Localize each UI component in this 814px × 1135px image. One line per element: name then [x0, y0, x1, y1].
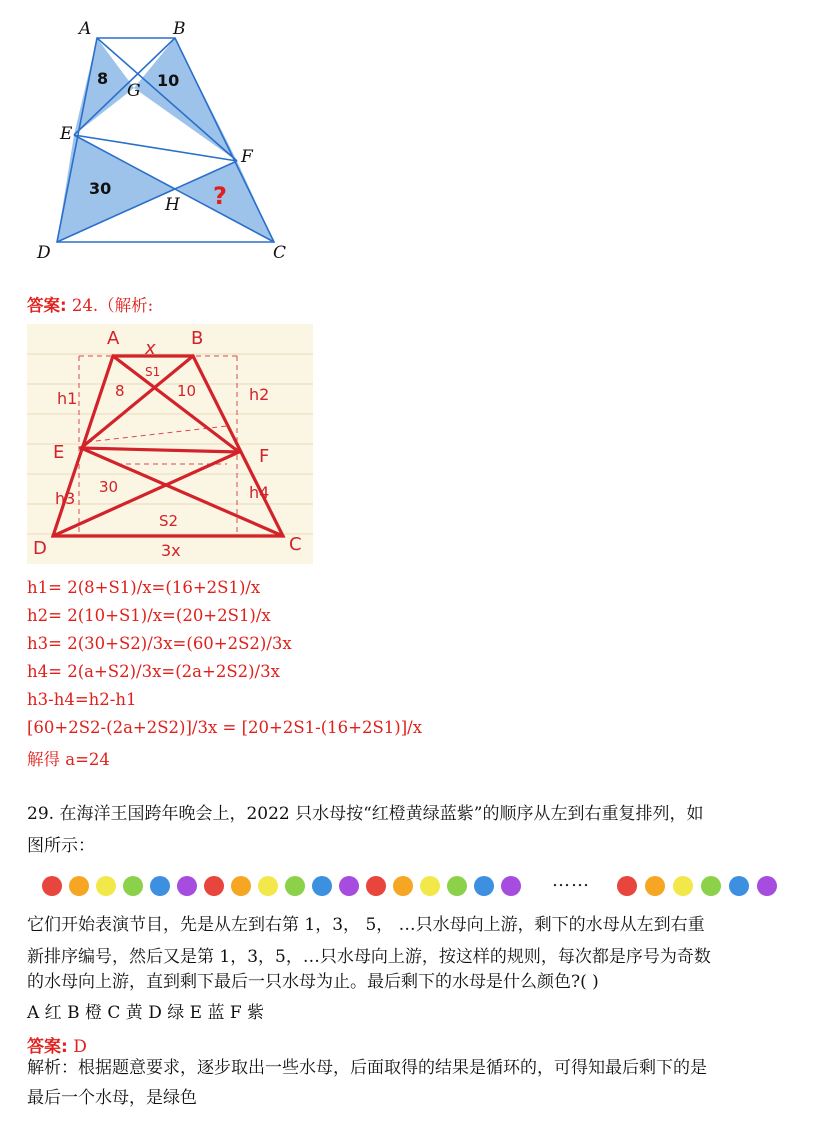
sketch-label-h3: h3 — [55, 489, 76, 508]
solution-line: h3= 2(30+S2)/3x=(60+2S2)/3x — [27, 634, 292, 653]
jellyfish-dot — [729, 876, 749, 896]
question-29-line-1: 29. 在海洋王国跨年晚会上，2022 只水母按“红橙黄绿蓝紫”的顺序从左到右重复排列，如 — [27, 804, 704, 824]
jellyfish-dot — [617, 876, 637, 896]
jellyfish-dot — [69, 876, 89, 896]
sketch-label-a: A — [107, 328, 120, 349]
handwritten-sketch — [27, 324, 313, 564]
answer-29-label: 答案: — [27, 1037, 68, 1057]
jellyfish-dot — [231, 876, 251, 896]
sketch-label-h2: h2 — [249, 385, 270, 404]
jellyfish-dot — [420, 876, 440, 896]
answer-29-text: D — [73, 1037, 87, 1057]
sketch-label-10: 10 — [177, 382, 197, 400]
sketch-label-3x: 3x — [161, 541, 181, 560]
vertex-d: D — [37, 243, 51, 263]
solution-line: 解得 a=24 — [27, 750, 110, 769]
sketch-label-h1: h1 — [57, 389, 78, 408]
jellyfish-dot — [96, 876, 116, 896]
vertex-g: G — [127, 81, 141, 101]
jellyfish-dot — [393, 876, 413, 896]
vertex-h: H — [165, 195, 180, 215]
sketch-label-30: 30 — [99, 478, 119, 496]
vertex-c: C — [273, 243, 287, 263]
solution-line: h1= 2(8+S1)/x=(16+2S1)/x — [27, 578, 261, 597]
jellyfish-dot — [339, 876, 359, 896]
question-29-body-2: 新排序编号，然后又是第 1，3，5，…只水母向上游，按这样的规则，每次都是序号为奇数 — [27, 947, 711, 967]
area-label-10: 10 — [157, 71, 180, 90]
answer-line-1 — [27, 292, 153, 316]
vertex-a: A — [79, 19, 92, 39]
ellipsis: …… — [552, 870, 590, 891]
vertex-e: E — [60, 124, 73, 144]
question-29-line-2: 图所示： — [27, 836, 95, 856]
sketch-label-x: x — [145, 338, 156, 359]
unknown-area-mark: ? — [213, 182, 227, 210]
vertex-f: F — [241, 147, 253, 167]
question-29-options: A 红 B 橙 C 黄 D 绿 E 蓝 F 紫 — [27, 1003, 265, 1023]
vertex-b: B — [173, 19, 186, 39]
jellyfish-dot — [258, 876, 278, 896]
answer-text: 24.（解析: — [71, 296, 154, 315]
jellyfish-dot — [150, 876, 170, 896]
jellyfish-dot — [701, 876, 721, 896]
explanation-29-line-2: 最后一个水母，是绿色 — [27, 1088, 197, 1108]
area-label-30: 30 — [89, 179, 112, 198]
sketch-label-s2: S2 — [159, 512, 179, 530]
jellyfish-dot — [474, 876, 494, 896]
sketch-label-b: B — [191, 328, 204, 349]
jellyfish-dot — [757, 876, 777, 896]
sketch-label-e: E — [53, 442, 65, 463]
jellyfish-dot — [312, 876, 332, 896]
shaded-triangle-bgf — [134, 38, 237, 161]
solution-line: h2= 2(10+S1)/x=(20+2S1)/x — [27, 606, 271, 625]
sketch-label-f: F — [259, 446, 270, 467]
sketch-label-h4: h4 — [249, 483, 270, 502]
jellyfish-row — [0, 872, 814, 902]
jellyfish-dot — [204, 876, 224, 896]
jellyfish-dot — [42, 876, 62, 896]
jellyfish-dot — [501, 876, 521, 896]
question-29-body-1: 它们开始表演节目，先是从左到右第 1，3， 5， …只水母向上游，剩下的水母从左到右重 — [27, 915, 705, 935]
sketch-label-d: D — [33, 538, 47, 559]
solution-line: h4= 2(a+S2)/3x=(2a+2S2)/3x — [27, 662, 280, 681]
sketch-label-c: C — [289, 534, 302, 555]
sketch-label-s1: S1 — [145, 365, 161, 379]
solution-line: [60+2S2-(2a+2S2)]/3x = [20+2S1-(16+2S1)]/x — [27, 718, 423, 737]
jellyfish-dot — [673, 876, 693, 896]
jellyfish-dot — [366, 876, 386, 896]
explanation-29-line-1: 解析：根据题意要求，逐步取出一些水母，后面取得的结果是循环的，可得知最后剩下的是 — [27, 1058, 707, 1078]
jellyfish-dot — [123, 876, 143, 896]
answer-label: 答案: — [27, 296, 67, 315]
sketch-label-8: 8 — [115, 382, 125, 400]
jellyfish-dot — [447, 876, 467, 896]
solution-line: h3-h4=h2-h1 — [27, 690, 137, 709]
question-29-body-3: 的水母向上游，直到剩下最后一只水母为止。最后剩下的水母是什么颜色?( ) — [27, 972, 599, 992]
trapezoid-figure — [27, 18, 307, 268]
jellyfish-dot — [645, 876, 665, 896]
area-label-8: 8 — [97, 69, 109, 88]
jellyfish-dot — [177, 876, 197, 896]
jellyfish-dot — [285, 876, 305, 896]
